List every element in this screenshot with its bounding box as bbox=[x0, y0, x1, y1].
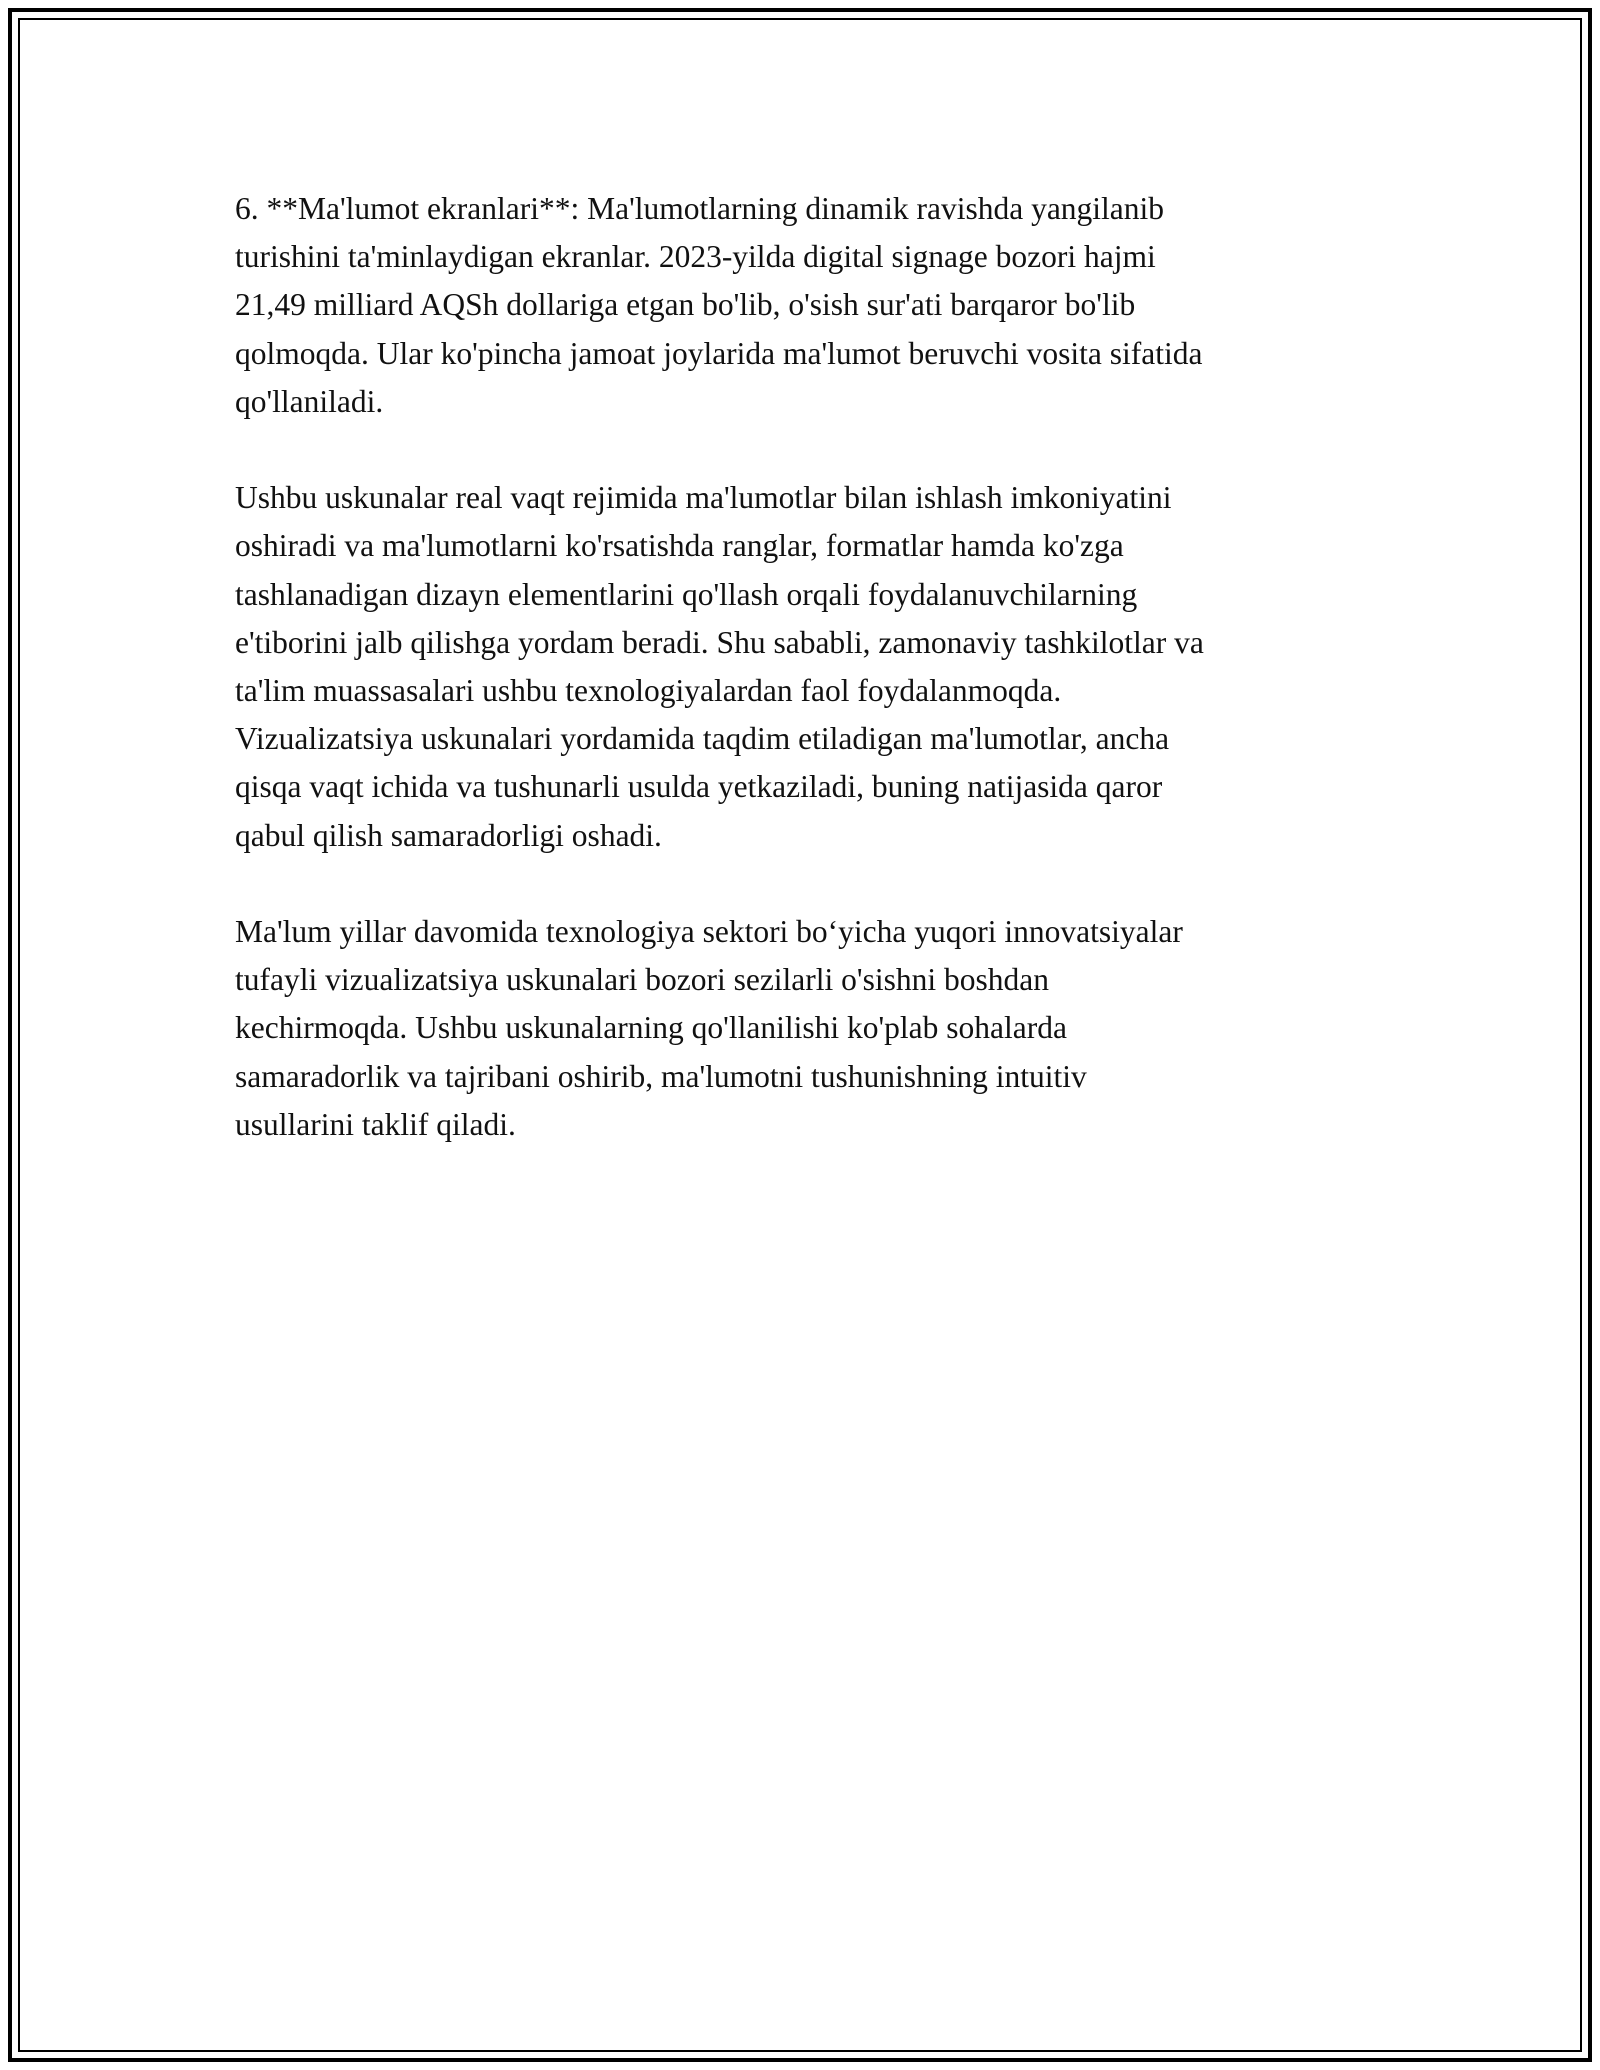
text-line: kechirmoqda. Ushbu uskunalarning qo'llanilishi ko'plab sohalarda bbox=[235, 1010, 1067, 1046]
text-line: qo'llaniladi. bbox=[235, 383, 384, 419]
text-line: samaradorlik va tajribani oshirib, ma'lumotni tushunishning intuitiv bbox=[235, 1058, 1087, 1094]
text-line: e'tiborini jalb qilishga yordam beradi. Shu sababli, zamonaviy tashkilotlar va bbox=[235, 624, 1204, 660]
text-line: qabul qilish samaradorligi oshadi. bbox=[235, 817, 662, 853]
text-line: turishini ta'minlaydigan ekranlar. 2023-yilda digital signage bozori hajmi bbox=[235, 239, 1156, 275]
text-line: Ushbu uskunalar real vaqt rejimida ma'lumotlar bilan ishlash imkoniyatini bbox=[235, 480, 1172, 516]
text-line: ta'lim muassasalari ushbu texnologiyalardan faol foydalanmoqda. bbox=[235, 673, 1062, 709]
text-line: qisqa vaqt ichida va tushunarli usulda yetkaziladi, buning natijasida qaror bbox=[235, 769, 1163, 805]
text-line: Vizualizatsiya uskunalari yordamida taqdim etiladigan ma'lumotlar, ancha bbox=[235, 721, 1170, 757]
text-line: 6. **Ma'lumot ekranlari**: Ma'lumotlarning dinamik ravishda yangilanib bbox=[235, 191, 1165, 226]
text-line: tashlanadigan dizayn elementlarini qo'llash orqali foydalanuvchilarning bbox=[235, 576, 1138, 612]
text-line: tufayli vizualizatsiya uskunalari bozori sezilarli o'sishni boshdan bbox=[235, 962, 1049, 998]
text-line: Ma'lum yillar davomida texnologiya sektori bo‘yicha yuqori innovatsiyalar bbox=[235, 914, 1183, 950]
paragraph-malumot-ekranlari bbox=[235, 185, 1385, 426]
text-line: oshiradi va ma'lumotlarni ko'rsatishda ranglar, formatlar hamda ko'zga bbox=[235, 528, 1124, 564]
document-body bbox=[235, 185, 1385, 1197]
text-line: 21,49 milliard AQSh dollariga etgan bo'lib, o'sish sur'ati barqaror bo'lib bbox=[235, 287, 1136, 323]
text-line: usullarini taklif qiladi. bbox=[235, 1106, 516, 1142]
paragraph-uskunalar-afzalligi bbox=[235, 474, 1385, 860]
paragraph-bozor-osishi bbox=[235, 908, 1385, 1149]
text-line: qolmoqda. Ular ko'pincha jamoat joylarida ma'lumot beruvchi vosita sifatida bbox=[235, 335, 1203, 371]
